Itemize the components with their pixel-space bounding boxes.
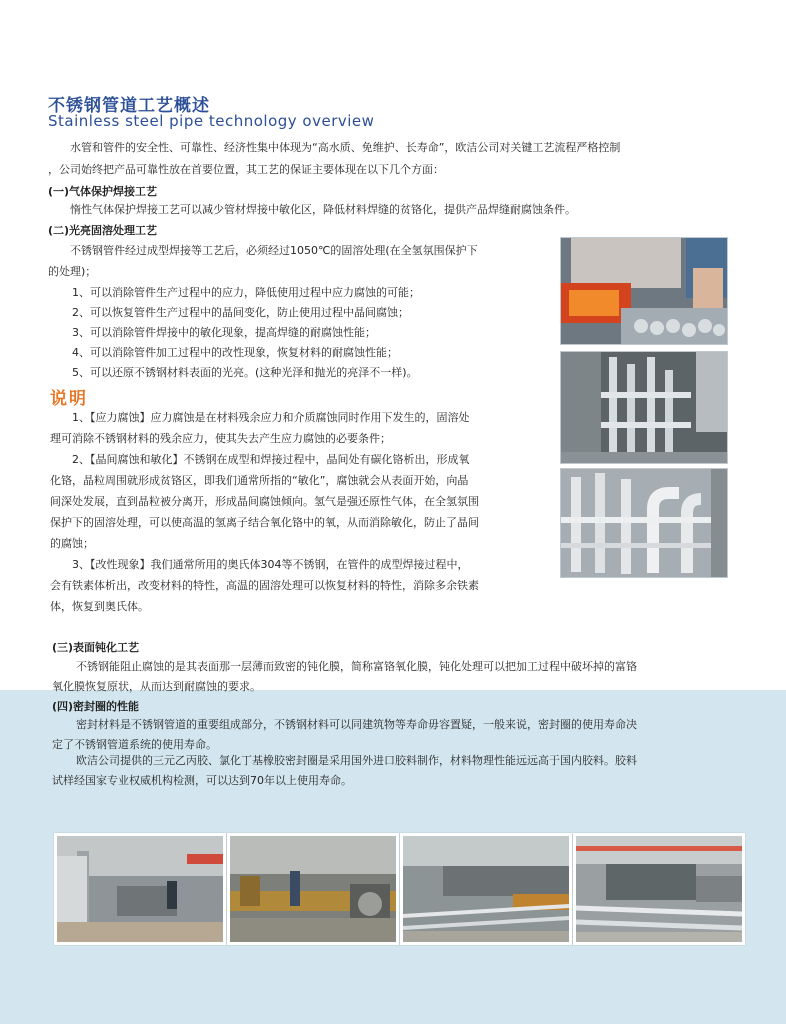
section2-item: 5、可以还原不锈钢材料表面的光亮。(这种光泽和抛光的亮泽不一样)。 [72,366,418,379]
explanation-line: 的腐蚀； [50,537,94,550]
page-title-en: Stainless steel pipe technology overview [48,112,375,130]
explanation-line: 保护下的固溶处理，可以使高温的氢离子结合氧化铬中的氧，从而消除敏化，防止了晶间 [50,516,479,529]
pipe-system-photo-1 [560,351,728,464]
page-title-cn: 不锈钢管道工艺概述 [48,96,210,116]
section1-body: 惰性气体保护焊接工艺可以减少管材焊接中敏化区，降低材料焊缝的贫铬化，提供产品焊缝耐腐蚀条件。 [70,203,576,216]
factory-photo-1 [54,833,226,945]
section4-heading: (四)密封圈的性能 [52,700,140,713]
explanation-line: 化铬，晶粒周围就形成贫铬区，即我们通常所指的“敏化”，腐蚀就会从表面开始，向晶 [50,474,469,487]
explanation-line: 理可消除不锈钢材料的残余应力，使其失去产生应力腐蚀的必要条件； [50,432,391,445]
section2-body-1: 不锈钢管件经过成型焊接等工艺后，必须经过1050℃的固溶处理(在全氢氛围保护下 [70,244,478,257]
explanation-line: 1、【应力腐蚀】应力腐蚀是在材料残余应力和介质腐蚀同时作用下发生的，固溶处 [72,411,470,424]
explanation-line: 3、【改性现象】我们通常所用的奥氏体304等不锈钢，在管件的成型焊接过程中， [72,558,469,571]
section2-body-2: 的处理)； [48,265,97,278]
section2-item: 2、可以恢复管件生产过程中的晶间变化，防止使用过程中晶间腐蚀； [72,306,409,319]
intro-line-2: ，公司始终把产品可靠性放在首要位置，其工艺的保证主要体现在以下几个方面： [48,163,444,176]
explanation-line: 会有铁素体析出，改变材料的特性，高温的固溶处理可以恢复材料的特性，消除多余铁素 [50,579,479,592]
explanation-heading: 说明 [50,389,88,409]
explanation-line: 间深处发展，直到晶粒被分离开，形成晶间腐蚀倾向。氢气是强还原性气体，在全氢氛围 [50,495,479,508]
pipe-system-photo-2 [560,468,728,578]
factory-photo-3 [400,833,572,945]
section2-item: 4、可以消除管件加工过程中的改性现象，恢复材料的耐腐蚀性能； [72,346,398,359]
section1-heading: (一)气体保护焊接工艺 [48,185,158,198]
section3-body-2: 氧化膜恢复原状，从而达到耐腐蚀的要求。 [52,680,261,693]
factory-photo-2 [227,833,399,945]
explanation-line: 2、【晶间腐蚀和敏化】不锈钢在成型和焊接过程中，晶间处有碳化铬析出，形成氧 [72,453,470,466]
section2-item: 3、可以消除管件焊接中的敏化现象，提高焊缝的耐腐蚀性能； [72,326,376,339]
section3-body-1: 不锈钢能阻止腐蚀的是其表面那一层薄而致密的钝化膜，简称富铬氧化膜，钝化处理可以把加工过程中破坏掉的富铬 [76,660,637,673]
section3-heading: (三)表面钝化工艺 [52,641,140,654]
section4-body-3: 欧洁公司提供的三元乙丙胶、氯化丁基橡胶密封圈是采用国外进口胶料制作，材料物理性能远远高于国内胶料。胶料 [76,754,637,767]
factory-photo-4 [573,833,745,945]
explanation-line: 体，恢复到奥氏体。 [50,600,149,613]
section2-item: 1、可以消除管件生产过程中的应力，降低使用过程中应力腐蚀的可能； [72,286,420,299]
section2-heading: (二)光亮固溶处理工艺 [48,224,158,237]
section4-body-1: 密封材料是不锈钢管道的重要组成部分，不锈钢材料可以同建筑物等寿命毋容置疑，一般来说，密封圈的使用寿命决 [76,718,637,731]
section4-body-2: 定了不锈钢管道系统的使用寿命。 [52,738,217,751]
section4-body-4: 试样经国家专业权威机构检测，可以达到70年以上使用寿命。 [52,774,352,787]
annealing-furnace-photo [560,237,728,345]
intro-line-1: 水管和管件的安全性、可靠性、经济性集中体现为“高水质、免维护、长寿命”，欧洁公司对关键工艺流程严格控制 [70,141,621,154]
